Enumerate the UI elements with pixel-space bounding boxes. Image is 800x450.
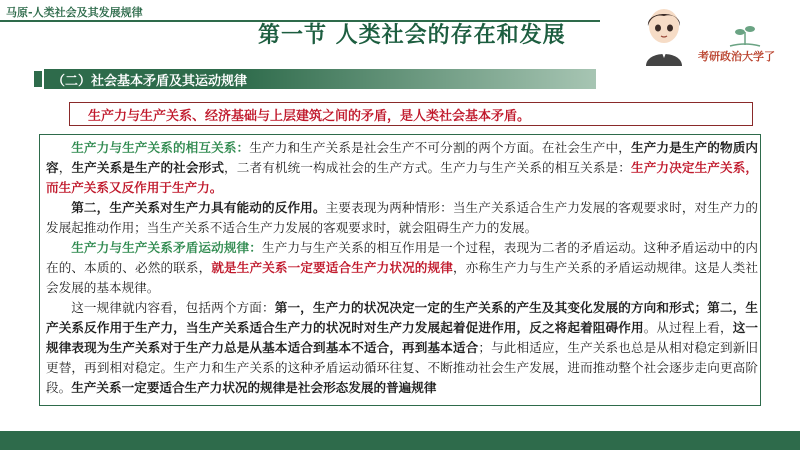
avatar <box>640 4 688 66</box>
brand-text: 考研政治大学了 <box>698 50 775 63</box>
bottom-bar <box>0 431 800 450</box>
text-span: ；与此相适应，生产关系也总是从相对稳定到新旧更替，再到相对稳定。生产力和生产关系的这种矛盾运动循环往复、不断推动社会生产发展，进而推动整个社会逐步走向更高阶段。 <box>46 340 759 395</box>
top-label: 马原-人类社会及其发展规律 <box>6 6 143 19</box>
paragraph-relation <box>46 138 758 198</box>
plant-sprout-logo-icon <box>700 20 795 50</box>
text-span: ， <box>58 160 72 175</box>
text-span: 这一规律就内容看，包括两个方面： <box>71 300 275 315</box>
bold-span: 第二，生产关系对生产力具有能动的反作用。 <box>71 200 326 215</box>
bold-span: 第一，生产力的状况决定一定的生产关系的产生及其变化发展的方向和形式；第二，生产关系反作用于生产力，当生产关系适合生产力的状况时对生产力发展起着促进作用，反之将起着阻碍作用 <box>46 300 759 335</box>
section-bullet <box>34 71 42 87</box>
red-span: 就是生产关系一定要适合生产力状况的规律 <box>211 260 453 275</box>
section-subtitle: （二）社会基本矛盾及其运动规律 <box>52 74 248 89</box>
bold-span: 生产关系一定要适合生产力状况的规律是社会形态发展的普遍规律 <box>71 380 437 395</box>
bold-span: 这一规律表现为生产关系对于生产力总是从基本适合到基本不适合，再到基本适合 <box>46 320 759 355</box>
highlight-text: 生产力与生产关系、经济基础与上层建筑之间的矛盾，是人类社会基本矛盾。 <box>88 109 531 124</box>
label-law: 生产力与生产关系矛盾运动规律： <box>71 240 263 255</box>
text-span: 生产力与生产关系的相互作用是一个过程，表现为二者的矛盾运动。这种矛盾运动中的内在的、本质的、必然的联系， <box>46 240 759 275</box>
page-title: 第一节 人类社会的存在和发展 <box>258 22 566 48</box>
paragraph-content <box>46 298 758 398</box>
text-span: ，亦称生产力与生产关系的矛盾运动规律。这是人类社会发展的基本规律。 <box>46 260 759 295</box>
label-relation: 生产力与生产关系的相互关系： <box>71 140 250 155</box>
text-span: 。从过程上看， <box>643 320 733 335</box>
text-span: ，二者有机统一构成社会的生产方式。生产力与生产关系的相互关系是： <box>224 160 631 175</box>
bold-span: 生产关系是生产的社会形式 <box>71 160 225 175</box>
paragraph-reaction <box>46 198 758 238</box>
text-span: 生产力和生产关系是社会生产不可分割的两个方面。在社会生产中， <box>249 140 631 155</box>
bold-span: 生产力是生产的物质内容 <box>46 140 759 175</box>
text-span: 主要表现为两种情形：当生产关系适合生产力发展的客观要求时，对生产力的发展起推动作用；当生产关系不适合生产力发展的客观要求时，就会阻碍生产力的发展。 <box>46 200 759 235</box>
paragraph-law <box>46 238 758 298</box>
red-span: 生产力决定生产关系，而生产关系又反作用于生产力。 <box>46 160 759 195</box>
